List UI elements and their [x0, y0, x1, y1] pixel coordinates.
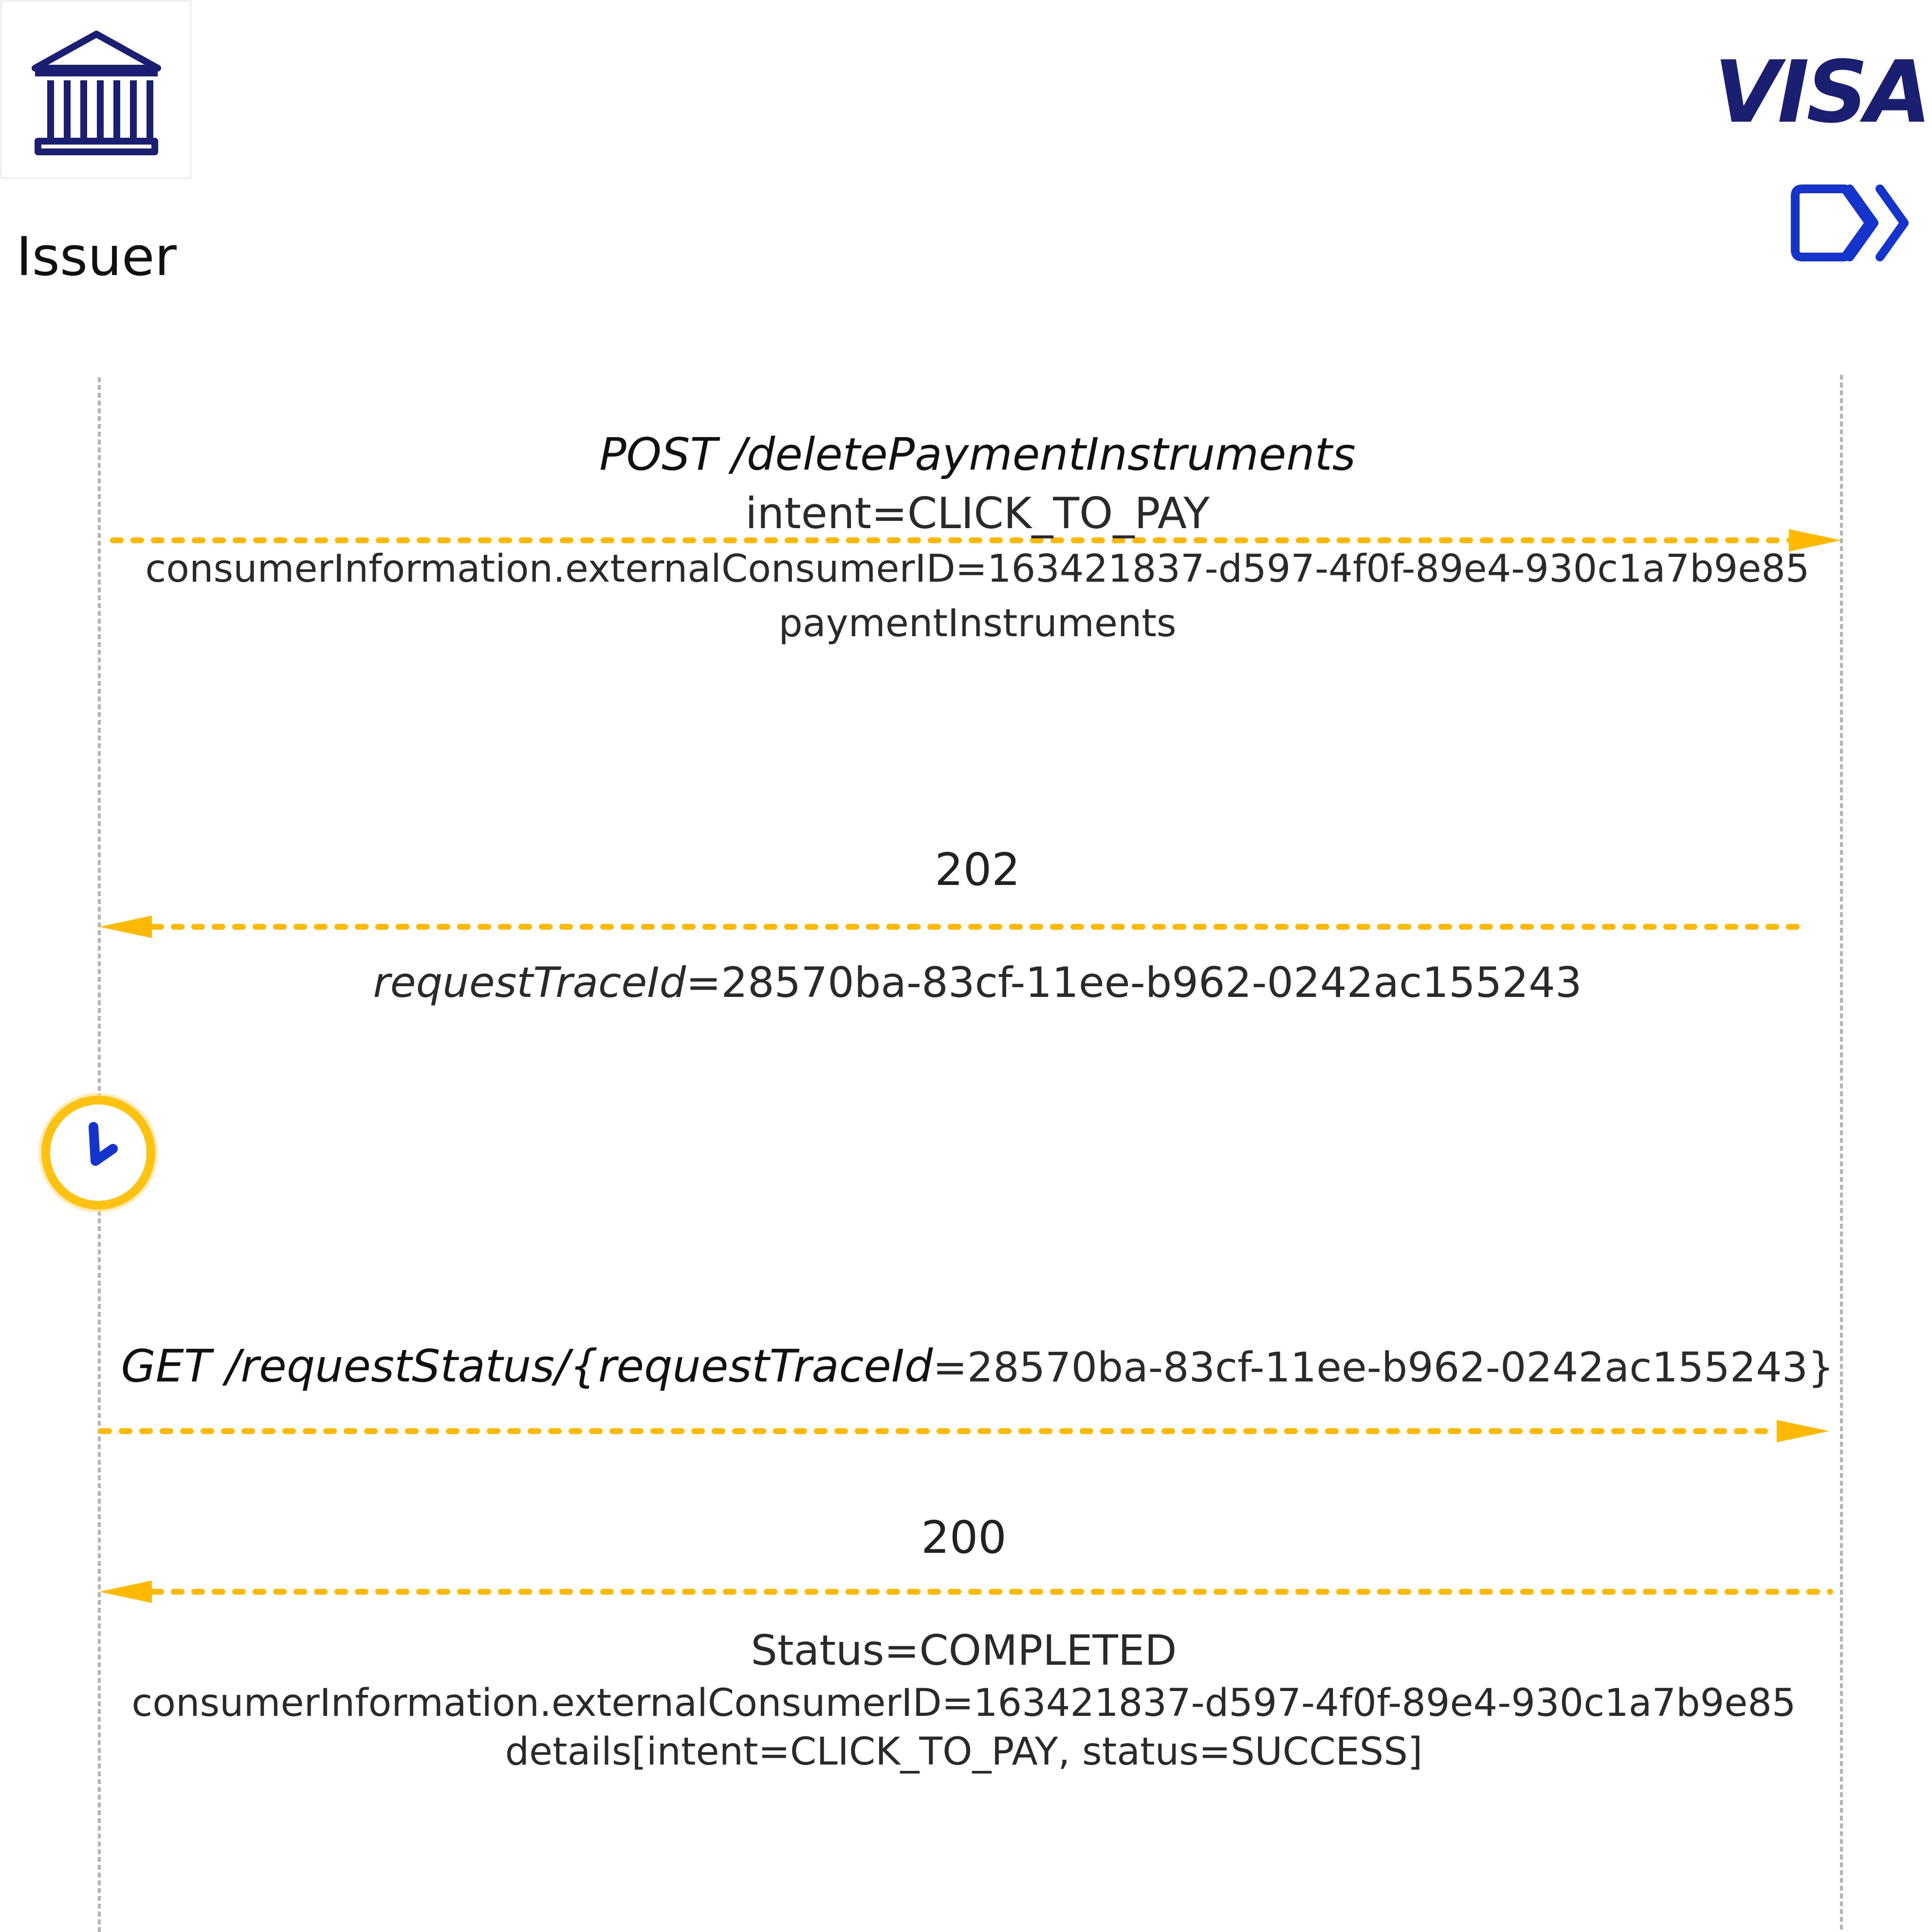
response-consumer-id: consumerInformation.externalConsumerID=163421837-d597-4f0f-89e4-930c1a7b9e85	[131, 1681, 1796, 1725]
response-status: Status=COMPLETED	[751, 1626, 1177, 1675]
response-details: details[intent=CLICK_TO_PAY, status=SUCCESS]	[505, 1730, 1423, 1774]
arrowhead-right	[1777, 1420, 1829, 1442]
message-202-response	[99, 844, 1803, 1007]
visa-logo: VISA	[1714, 42, 1929, 142]
title-suffix: =28570ba-83cf-11ee-b962-0242ac155243}	[933, 1343, 1834, 1391]
message-title: POST /deletePaymentInstruments	[599, 428, 1356, 480]
request-trace-id	[373, 958, 1582, 1007]
visa-participant	[1714, 42, 1929, 257]
click-to-pay-icon	[1795, 189, 1904, 257]
title-prefix: GET /requestStatus/{requestTraceId	[121, 1340, 933, 1392]
message-delete-request	[113, 428, 1841, 645]
clock-icon	[40, 1094, 157, 1211]
message-intent: intent=CLICK_TO_PAY	[745, 488, 1210, 538]
trace-key: requestTraceId	[373, 958, 686, 1007]
status-code: 200	[921, 1511, 1007, 1564]
arrowhead-left	[99, 1581, 152, 1603]
message-200-response	[99, 1511, 1830, 1774]
arrowhead-left	[99, 916, 152, 938]
status-code: 202	[935, 844, 1020, 896]
message-title	[121, 1340, 1834, 1392]
issuer-label: Issuer	[16, 225, 177, 288]
message-status-request	[101, 1340, 1834, 1442]
issuer-participant	[1, 1, 191, 288]
message-consumer-id: consumerInformation.externalConsumerID=163421837-d597-4f0f-89e4-930c1a7b9e85	[145, 547, 1810, 591]
trace-value: =28570ba-83cf-11ee-b962-0242ac155243	[686, 958, 1582, 1007]
message-payment-instruments: paymentInstruments	[778, 602, 1177, 645]
